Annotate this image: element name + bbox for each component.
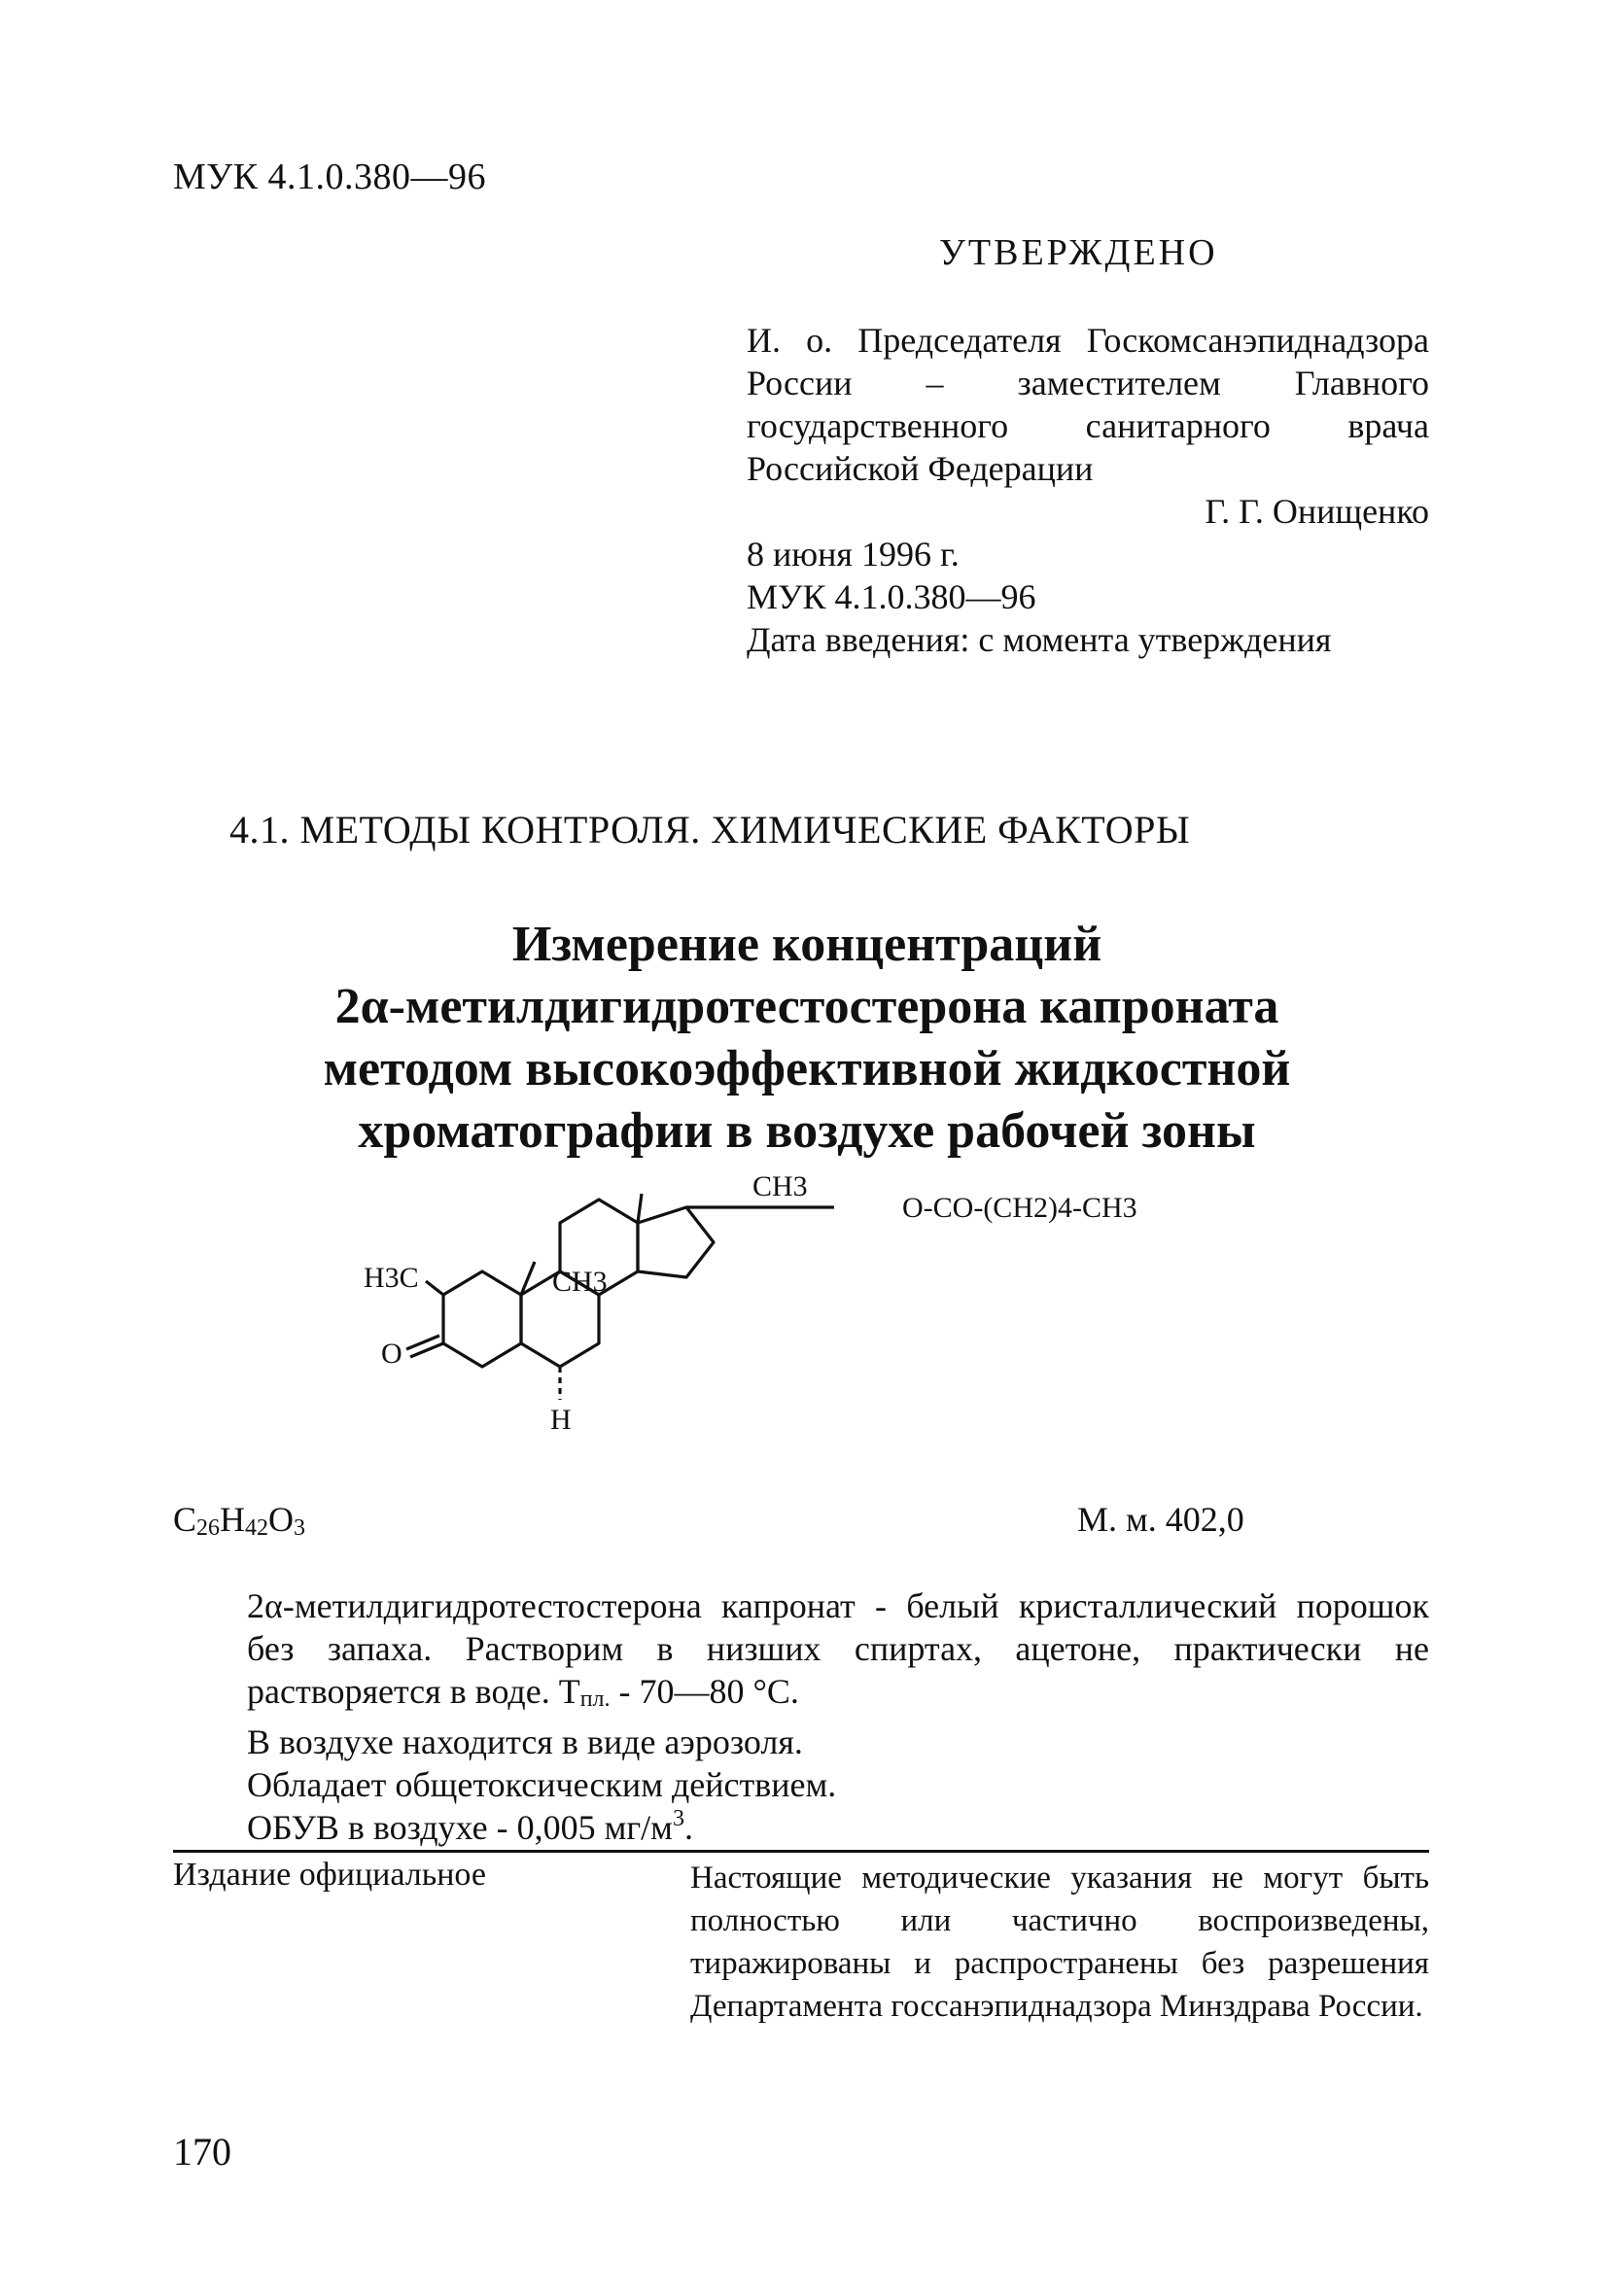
description-paragraph [173,1584,1429,1721]
melting-point: $T_{пл.}$ - 70—80 °С. [558,1672,799,1712]
title-line-4: хроматографии в воздухе рабочей зоны [358,1103,1256,1159]
formula-o-count: 3 [294,1515,306,1541]
title-line-2: 2α-метилдигидротестостерона капроната [334,979,1279,1034]
approved-stamp: УТВЕРЖДЕНО [939,232,1218,273]
label-ch3-top: CH3 [752,1170,808,1202]
molar-mass: М. м. 402,0 [1077,1500,1244,1539]
document-title [156,914,1458,1163]
label-hydrogen: H [550,1404,572,1436]
approval-code: МУК 4.1.0.380—96 [747,577,1036,616]
substance-description [173,1584,1429,1849]
formula-h: H [220,1500,246,1539]
approval-signatory: Г. Г. Онищенко [1205,492,1429,531]
approval-position: И. о. Председателя Госкомсанэпиднадзора России – заместителем Главного государственного санитарного врача Российской Федерации [747,321,1429,488]
label-oxygen: O [381,1338,402,1370]
approval-intro-date: Дата введения: с момента утверждения [747,620,1332,659]
obuv-line: ОБУВ в воздухе - 0,005 $мг/м^3$. [247,1806,693,1847]
toxicity-line: Обладает общетоксическим действием. [247,1765,837,1804]
document-code: МУК 4.1.0.380—96 [173,157,487,197]
label-ch3-angular: CH3 [552,1266,608,1298]
aerosol-line: В воздухе находится в виде аэрозоля. [247,1722,803,1761]
title-line-3: методом высокоэффективной жидкостной [323,1041,1291,1096]
copyright-notice: Настоящие методические указания не могут быть полностью или частично воспроизведены, тиражированы и распространены без разрешения Департамента госсанэпиднадзора Минздрава России. [690,1861,1429,2024]
footer-divider [173,1850,1429,1853]
formula-h-count: 42 [245,1515,269,1541]
description-text: 2α-метилдигидротестостерона капронат - белый кристаллический порошок без запаха. Растворим в низших спиртах, ацетоне, практически не растворяется в воде. [247,1586,1429,1711]
formula-c: C [173,1500,197,1539]
category-heading: 4.1. МЕТОДЫ КОНТРОЛЯ. ХИМИЧЕСКИЕ ФАКТОРЫ [229,808,1191,852]
title-line-1: Измерение концентраций [511,917,1102,972]
page-number: 170 [173,2130,231,2174]
edition-label: Издание официальное [173,1857,486,1893]
label-h3c: H3C [364,1262,419,1294]
structural-formula [350,1166,1244,1497]
approval-block [747,319,1429,661]
label-ester-group: O-CO-(CH2)4-CH3 [902,1192,1137,1224]
formula-c-count: 26 [196,1515,221,1541]
approval-date: 8 июня 1996 г. [747,535,960,574]
molecular-formula [173,1499,305,1542]
formula-o: O [268,1500,295,1539]
